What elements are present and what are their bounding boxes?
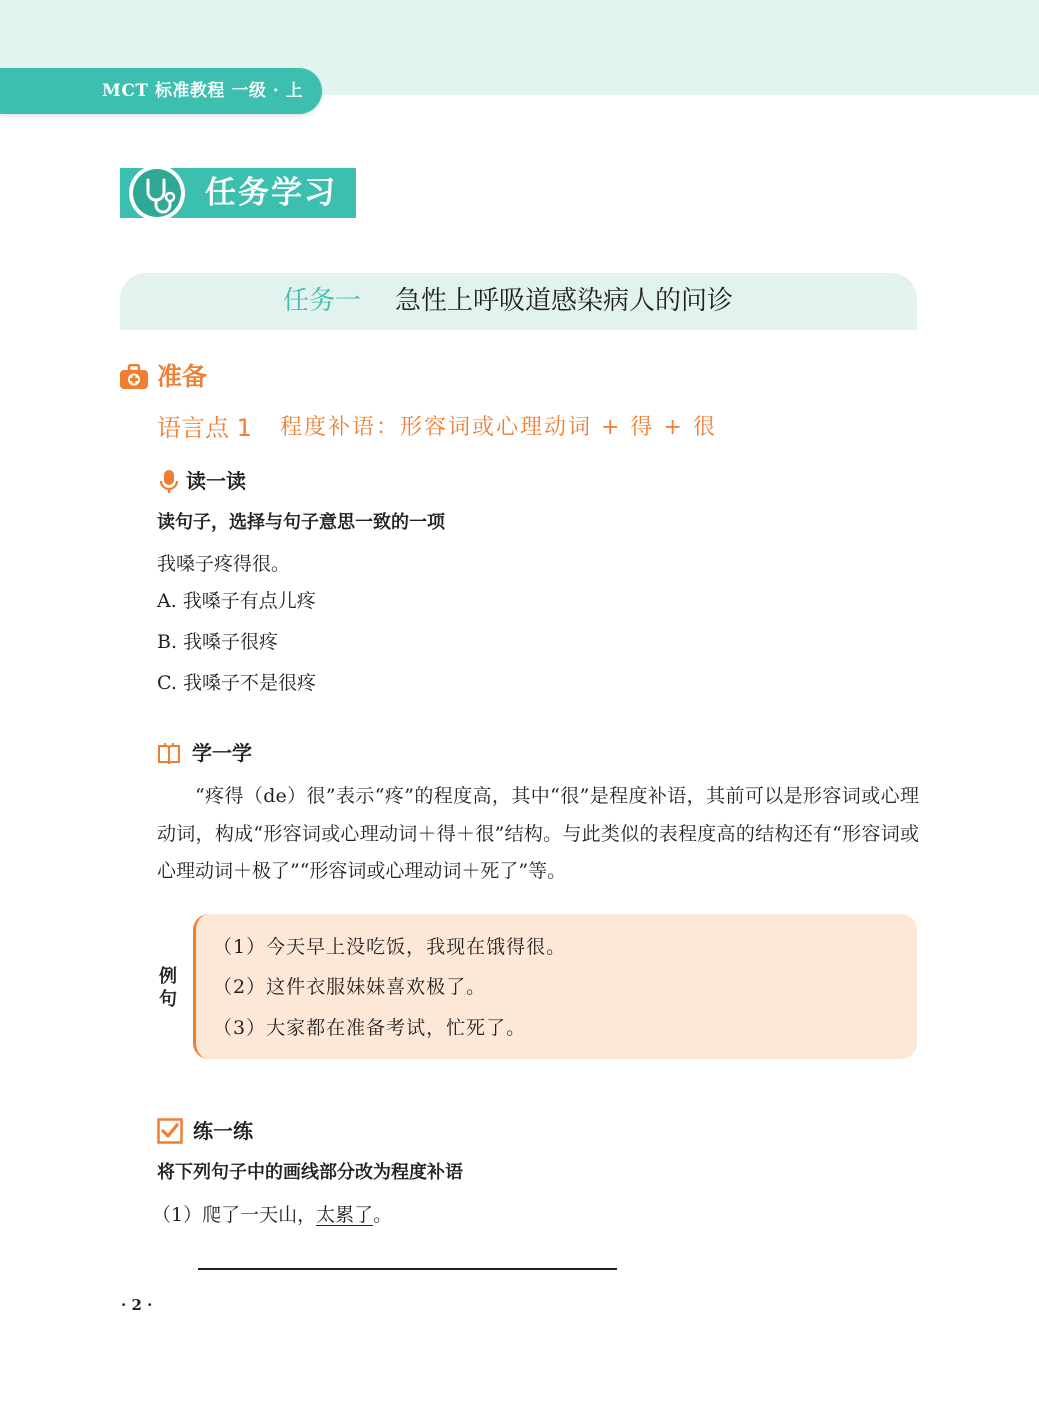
option-c: C. 我嗓子不是很疼 bbox=[157, 672, 316, 694]
stethoscope-icon bbox=[128, 164, 186, 222]
read-label: 读一读 bbox=[186, 469, 246, 493]
read-sentence: 我嗓子疼得很。 bbox=[157, 553, 291, 575]
learn-label: 学一学 bbox=[192, 741, 252, 765]
open-book-icon bbox=[157, 741, 181, 767]
option-b: B. 我嗓子很疼 bbox=[157, 631, 279, 653]
practice-label: 练一练 bbox=[193, 1119, 253, 1143]
example-2: （2）这件衣服妹妹喜欢极了。 bbox=[213, 976, 487, 998]
practice-item-underlined: 太累了 bbox=[316, 1204, 374, 1226]
checkbox-icon bbox=[157, 1118, 183, 1144]
examples-side-label: 例句 bbox=[159, 966, 177, 1010]
book-title: MCT 标准教程 一级 · 上 bbox=[102, 81, 304, 101]
section-title: 任务学习 bbox=[205, 175, 337, 211]
prep-label: 准备 bbox=[157, 362, 208, 391]
option-a: A. 我嗓子有点儿疼 bbox=[157, 590, 316, 612]
task-label: 任务一 bbox=[283, 286, 362, 316]
read-instruction: 读句子，选择与句子意思一致的一项 bbox=[157, 512, 445, 533]
example-1: （1）今天早上没吃饭，我现在饿得很。 bbox=[213, 936, 567, 958]
book-title-tab bbox=[0, 68, 322, 114]
practice-item-1 bbox=[152, 1201, 392, 1229]
task-title: 急性上呼吸道感染病人的问诊 bbox=[395, 286, 734, 316]
learn-paragraph: “疼得（de）很”表示“疼”的程度高，其中“很”是程度补语，其前可以是形容词或心理动词，构成“形容词或心理动词＋得＋很”结构。与此类似的表程度高的结构还有“形容词或心理动词＋极了”“形容词或心理动词＋死了”等。 bbox=[157, 785, 919, 882]
medical-kit-icon bbox=[119, 364, 149, 390]
example-3: （3）大家都在准备考试，忙死了。 bbox=[213, 1017, 527, 1039]
page-number: · 2 · bbox=[121, 1296, 153, 1314]
practice-instruction: 将下列句子中的画线部分改为程度补语 bbox=[157, 1162, 463, 1183]
practice-item-suffix: 。 bbox=[373, 1204, 393, 1226]
microphone-icon bbox=[157, 469, 181, 495]
answer-line[interactable] bbox=[198, 1268, 617, 1270]
language-point-label: 语言点 1 bbox=[157, 414, 252, 442]
language-point-description: 程度补语：形容词或心理动词 + 得 + 很 bbox=[280, 415, 717, 440]
practice-item-prefix: （1）爬了一天山， bbox=[152, 1204, 317, 1226]
